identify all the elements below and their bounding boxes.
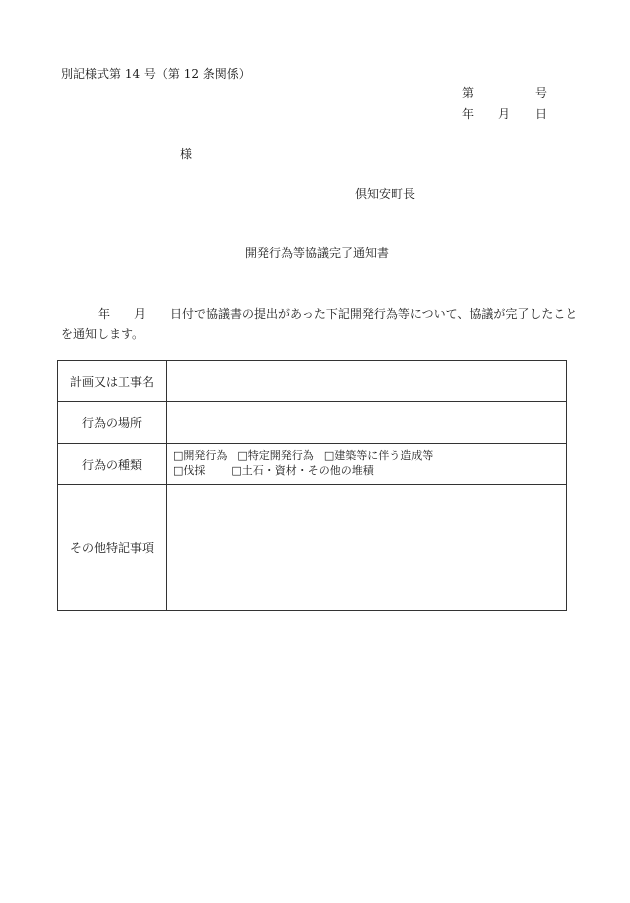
other-notes-label: その他特記事項 — [58, 485, 167, 611]
date-year-label: 年 — [462, 107, 475, 121]
body-year-label: 年 — [98, 307, 111, 321]
form-table — [57, 360, 567, 611]
sender-name: 倶知安町長 — [355, 187, 416, 201]
activity-type-options-line1 — [167, 448, 566, 463]
body-text-line1: 日付で協議書の提出があった下記開発行為等について、協議が完了したこと — [170, 307, 578, 321]
body-text-line2: を通知します。 — [61, 327, 145, 341]
document-title: 開発行為等協議完了通知書 — [245, 246, 390, 260]
date-day-label: 日 — [535, 107, 548, 121]
checkbox-logging[interactable]: □伐採 — [173, 464, 206, 477]
checkbox-specified-development[interactable]: □特定開発行為 — [237, 449, 314, 462]
table-row — [58, 361, 567, 402]
checkbox-land-formation[interactable]: □建築等に伴う造成等 — [323, 449, 434, 462]
activity-type-options-line2 — [167, 463, 566, 478]
addressee-honorific: 様 — [180, 147, 193, 161]
location-label: 行為の場所 — [58, 402, 167, 444]
doc-number-prefix: 第 — [462, 86, 475, 100]
table-row — [58, 402, 567, 444]
location-field[interactable] — [167, 402, 567, 444]
activity-type-label: 行為の種類 — [58, 444, 167, 485]
doc-number-suffix: 号 — [535, 86, 548, 100]
form-number: 別記様式第 14 号（第 12 条関係） — [61, 67, 251, 81]
plan-name-field[interactable] — [167, 361, 567, 402]
body-month-label: 月 — [134, 307, 147, 321]
plan-name-label: 計画又は工事名 — [58, 361, 167, 402]
other-notes-field[interactable] — [167, 485, 567, 611]
table-row — [58, 485, 567, 611]
date-month-label: 月 — [498, 107, 511, 121]
checkbox-development[interactable]: □開発行為 — [173, 449, 228, 462]
checkbox-earth-materials-stockpile[interactable]: □土石・資材・その他の堆積 — [231, 464, 374, 477]
activity-type-field — [167, 444, 567, 485]
table-row — [58, 444, 567, 485]
